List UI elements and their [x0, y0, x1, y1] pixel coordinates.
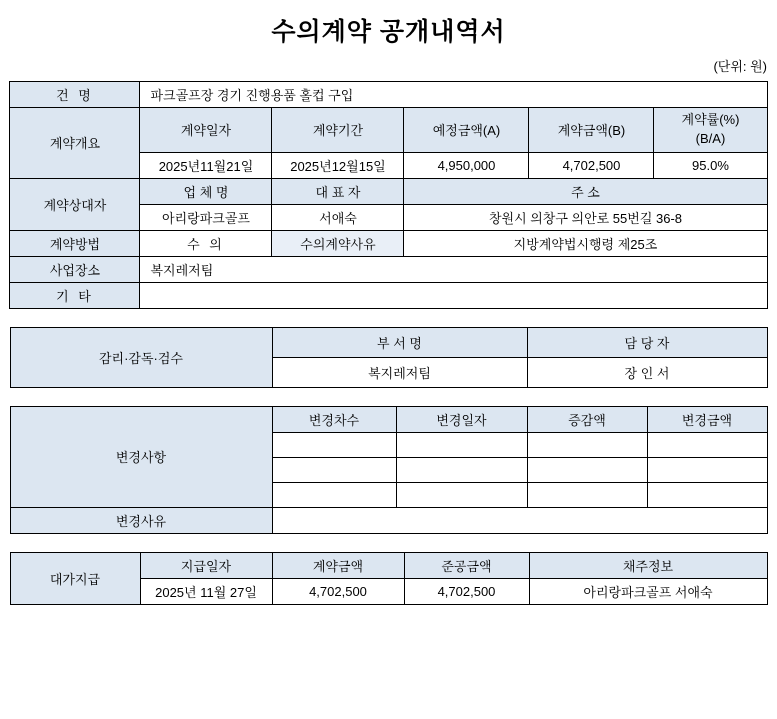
unit-note: (단위: 원)	[713, 59, 767, 74]
col-contract-rate-line1: 계약률(%)	[681, 112, 740, 127]
label-change: 변경사항	[10, 406, 272, 507]
col-contract-period: 계약기간	[272, 108, 404, 153]
label-contract-method: 계약방법	[10, 230, 140, 256]
value-change-delta	[527, 432, 647, 457]
value-change-count	[272, 482, 396, 507]
label-contract-reason: 수의계약사유	[272, 230, 404, 256]
value-change-date	[396, 457, 527, 482]
label-workplace: 사업장소	[10, 256, 140, 282]
col-payment-date: 지급일자	[140, 552, 272, 578]
col-change-date: 변경일자	[396, 406, 527, 432]
table-row	[10, 256, 767, 282]
value-company: 아리랑파크골프	[140, 204, 272, 230]
value-change-date	[396, 482, 527, 507]
table-row	[10, 327, 767, 357]
value-completion-amount: 4,702,500	[404, 578, 529, 604]
value-representative: 서애숙	[272, 204, 404, 230]
value-payment-contract-amount: 4,702,500	[272, 578, 404, 604]
table-row	[10, 108, 767, 153]
table-row	[10, 82, 767, 108]
value-department: 복지레저팀	[272, 357, 527, 387]
value-etc	[140, 282, 767, 308]
value-manager: 장 인 서	[527, 357, 767, 387]
value-workplace: 복지레저팀	[140, 256, 767, 282]
col-contract-date: 계약일자	[140, 108, 272, 153]
value-change-amount	[647, 482, 767, 507]
table-row	[10, 552, 767, 578]
value-contract-method: 수 의	[140, 230, 272, 256]
value-change-delta	[527, 457, 647, 482]
col-department: 부 서 명	[272, 327, 527, 357]
col-completion-amount: 준공금액	[404, 552, 529, 578]
table-row	[10, 178, 767, 204]
label-payment: 대가지급	[10, 552, 140, 604]
col-change-count: 변경차수	[272, 406, 396, 432]
value-change-amount	[647, 432, 767, 457]
label-change-reason: 변경사유	[10, 507, 272, 533]
table-row	[10, 406, 767, 432]
value-address: 창원시 의창구 의안로 55번길 36-8	[404, 204, 767, 230]
value-change-delta	[527, 482, 647, 507]
col-payment-contract-amount: 계약금액	[272, 552, 404, 578]
col-creditor-info: 채주정보	[529, 552, 767, 578]
value-change-count	[272, 457, 396, 482]
value-change-amount	[647, 457, 767, 482]
value-contract-period: 2025년12월15일	[272, 152, 404, 178]
col-contract-rate	[654, 108, 767, 153]
value-estimated-amount: 4,950,000	[404, 152, 529, 178]
col-address: 주 소	[404, 178, 767, 204]
value-payment-date: 2025년 11월 27일	[140, 578, 272, 604]
col-estimated-amount: 예정금액(A)	[404, 108, 529, 153]
col-change-amount: 변경금액	[647, 406, 767, 432]
col-representative: 대 표 자	[272, 178, 404, 204]
label-counterparty: 계약상대자	[10, 178, 140, 230]
value-contract-amount: 4,702,500	[529, 152, 654, 178]
page-title: 수의계약 공개내역서	[271, 18, 506, 46]
value-contract-date: 2025년11월21일	[140, 152, 272, 178]
change-table	[10, 406, 768, 534]
value-contract-rate: 95.0%	[654, 152, 767, 178]
value-creditor-info: 아리랑파크골프 서애숙	[529, 578, 767, 604]
contract-overview-table	[9, 81, 767, 309]
table-row	[10, 507, 767, 533]
col-contract-amount: 계약금액(B)	[529, 108, 654, 153]
label-item-name: 건 명	[10, 82, 140, 108]
value-contract-reason: 지방계약법시행령 제25조	[404, 230, 767, 256]
payment-table	[10, 552, 768, 605]
table-row	[10, 230, 767, 256]
value-change-date	[396, 432, 527, 457]
label-supervision: 감리·감독·검수	[10, 327, 272, 387]
col-company: 업 체 명	[140, 178, 272, 204]
value-change-reason	[272, 507, 767, 533]
col-manager: 담 당 자	[527, 327, 767, 357]
value-change-count	[272, 432, 396, 457]
col-contract-rate-line2: (B/A)	[695, 130, 726, 146]
col-change-delta: 증감액	[527, 406, 647, 432]
label-contract-overview: 계약개요	[10, 108, 140, 179]
table-row	[10, 282, 767, 308]
label-etc: 기 타	[10, 282, 140, 308]
value-item-name: 파크골프장 경기 진행용품 홀컵 구입	[140, 82, 767, 108]
supervision-table	[10, 327, 768, 388]
document-page	[0, 12, 777, 719]
